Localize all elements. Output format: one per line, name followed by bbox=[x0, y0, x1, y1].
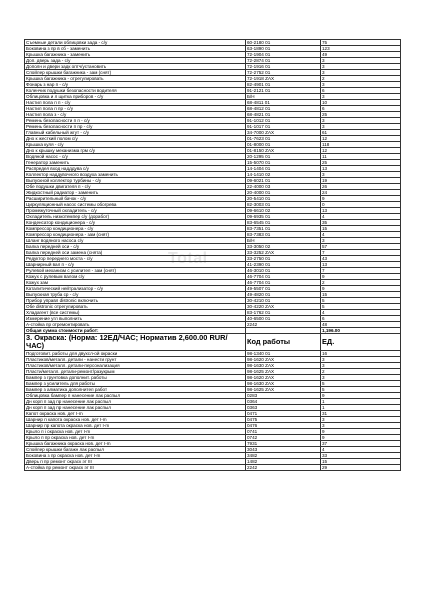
row-description: Обе distronic отрегулировать bbox=[25, 304, 246, 310]
row-description: Ремень безопасности п пр - с/у bbox=[25, 124, 246, 130]
row-code: 82-3003 01 bbox=[246, 202, 321, 208]
section-title: 3. Окраска: (Норма: 12ЕД/ЧАС; Норматив 2,600.00 RUR/ЧАС) bbox=[25, 334, 246, 351]
row-description: Спойлер крышки багажн лак распыл bbox=[25, 447, 246, 453]
row-code: 46-3010 01 bbox=[246, 268, 321, 274]
row-code: 30-4220 ZAX bbox=[246, 304, 321, 310]
row-value: 26 bbox=[321, 184, 401, 190]
document-sheet bbox=[24, 39, 400, 471]
row-description: Крышка багажника - отрегулировать bbox=[25, 76, 246, 82]
row-description: Крышка куля - с/у bbox=[25, 142, 246, 148]
row-value: 3 bbox=[321, 363, 401, 369]
row-description: Капот окраска нов. дет I-m bbox=[25, 411, 246, 417]
row-code: 2242 bbox=[246, 322, 321, 328]
row-code: 3043 bbox=[246, 447, 321, 453]
row-value: 19 bbox=[321, 178, 401, 184]
row-description: Боковина з пр в сб - заменить bbox=[25, 46, 246, 52]
row-code: 34-7000 ZAX bbox=[246, 130, 321, 136]
row-description: Балка передней оси - с/у bbox=[25, 244, 246, 250]
row-description: Выпускной коллектор турбины - с/у bbox=[25, 178, 246, 184]
section-units-header: ЕД. bbox=[321, 334, 401, 351]
row-code: 0741 bbox=[246, 429, 321, 435]
row-description: Бампер з усилитель для работы bbox=[25, 381, 246, 387]
row-description: Шарнир п капота окраска нов. дет I-m bbox=[25, 417, 246, 423]
row-code: 09-6021 01 bbox=[246, 178, 321, 184]
row-code: 3482 bbox=[246, 453, 321, 459]
row-code: 0471 bbox=[246, 411, 321, 417]
row-code: 0364 bbox=[246, 399, 321, 405]
row-value: 9 bbox=[321, 196, 401, 202]
row-code: 83-7351 01 bbox=[246, 226, 321, 232]
row-value: 61 bbox=[321, 130, 401, 136]
row-code: 14-1410 02 bbox=[246, 172, 321, 178]
row-value: 37 bbox=[321, 441, 401, 447]
total-value: 1,196.00 bbox=[321, 328, 401, 334]
row-code: 98-1620 ZAX bbox=[246, 357, 321, 363]
row-value: 6 bbox=[321, 316, 401, 322]
row-value: 24 bbox=[321, 190, 401, 196]
row-value: 118 bbox=[321, 142, 401, 148]
row-value: 33 bbox=[321, 453, 401, 459]
section-header-row bbox=[25, 334, 401, 351]
row-description: Хладагент (все системы) bbox=[25, 310, 246, 316]
row-code: 33-2750 01 bbox=[246, 256, 321, 262]
row-description: Крыло п пр окраска нов. дет I-m bbox=[25, 435, 246, 441]
row-value: 2 bbox=[321, 369, 401, 375]
table-row bbox=[25, 465, 401, 471]
row-description: Конденсатор кондиционера - с/у bbox=[25, 220, 246, 226]
row-description: Шарнирный вал п - с/у bbox=[25, 262, 246, 268]
row-value: 2 bbox=[321, 280, 401, 286]
row-code: 0742 bbox=[246, 435, 321, 441]
row-code: 49-4820 01 bbox=[246, 292, 321, 298]
row-code: 01-8000 01 bbox=[246, 142, 321, 148]
row-code: 91-2121 01 bbox=[246, 88, 321, 94]
row-value: 43 bbox=[321, 256, 401, 262]
row-value: 1 bbox=[321, 399, 401, 405]
row-value: 3 bbox=[321, 118, 401, 124]
row-value: 5 bbox=[321, 387, 401, 393]
row-code: 49-5507 01 bbox=[246, 286, 321, 292]
row-code: 98-1340 01 bbox=[246, 351, 321, 357]
row-description: Кожух зам bbox=[25, 280, 246, 286]
row-code: 98-1625 ZAX bbox=[246, 369, 321, 375]
row-code: 20-4000 01 bbox=[246, 190, 321, 196]
row-code: 98-1625 ZAX bbox=[246, 387, 321, 393]
row-value: 3 bbox=[321, 94, 401, 100]
row-code: Б/Н bbox=[246, 94, 321, 100]
row-description: Дн корп п зад пр нанесение лак распыл bbox=[25, 399, 246, 405]
rows-group-a bbox=[25, 40, 401, 154]
work-items-table bbox=[24, 39, 401, 471]
row-code: 72-1918 ZAX bbox=[246, 76, 321, 82]
row-code: 83-6545 01 bbox=[246, 220, 321, 226]
row-value: 0 bbox=[321, 202, 401, 208]
row-description: Дн корп п зад пр нанесение лак распыл bbox=[25, 405, 246, 411]
row-description: Пластиков/металл. детали-персонализация bbox=[25, 363, 246, 369]
row-code: 33-3050 02 bbox=[246, 244, 321, 250]
row-code: 14-1404 01 bbox=[246, 166, 321, 172]
row-description: Каталитический нейтрализатор - с/у bbox=[25, 286, 246, 292]
row-value: 15 bbox=[321, 459, 401, 465]
row-value: 3 bbox=[321, 238, 401, 244]
row-value: 4 bbox=[321, 310, 401, 316]
row-description: Облицовка бампер п нанесение лак распыл bbox=[25, 393, 246, 399]
row-value: 7 bbox=[321, 268, 401, 274]
row-description: Крышка багажника - заменить bbox=[25, 52, 246, 58]
row-value: 5 bbox=[321, 381, 401, 387]
row-value: 49 bbox=[321, 52, 401, 58]
row-value: 12 bbox=[321, 136, 401, 142]
row-code: 46-7704 01 bbox=[246, 274, 321, 280]
row-value: 25 bbox=[321, 160, 401, 166]
row-code: 60-2180 01 bbox=[246, 40, 321, 46]
row-code: 40-6500 01 bbox=[246, 316, 321, 322]
row-code: 98-1620 ZAX bbox=[246, 375, 321, 381]
row-code: 72-2752 01 bbox=[246, 70, 321, 76]
row-code: 83-1762 01 bbox=[246, 310, 321, 316]
row-description: Настил пола п п - с/у bbox=[25, 100, 246, 106]
row-value: 4 bbox=[321, 447, 401, 453]
row-description: Крышка багажника окраска нов. дет I-m bbox=[25, 441, 246, 447]
row-code: 20-1295 01 bbox=[246, 154, 321, 160]
row-value: 5 bbox=[321, 298, 401, 304]
row-value: 3 bbox=[321, 70, 401, 76]
row-code: 30-4210 01 bbox=[246, 298, 321, 304]
row-code: 72-1916 01 bbox=[246, 64, 321, 70]
row-code: 09-6935 01 bbox=[246, 214, 321, 220]
row-description: Доп. дверь зада - с/у bbox=[25, 58, 246, 64]
row-value: 3 bbox=[321, 64, 401, 70]
row-code: 91-1012 01 bbox=[246, 118, 321, 124]
row-value: 13 bbox=[321, 166, 401, 172]
row-code: 0475 bbox=[246, 417, 321, 423]
row-code: 0476 bbox=[246, 423, 321, 429]
row-description: Спойлер крышки багажника - зам (снят) bbox=[25, 70, 246, 76]
row-value: 5 bbox=[321, 304, 401, 310]
row-code: 15-5070 01 bbox=[246, 160, 321, 166]
row-code: 22-4000 03 bbox=[246, 184, 321, 190]
row-value: 4 bbox=[321, 214, 401, 220]
row-code: 01-8150 ZAX bbox=[246, 148, 321, 154]
section-code-header: Код работы bbox=[246, 334, 321, 351]
row-value: 3 bbox=[321, 357, 401, 363]
row-description: Шланг водяного насоса с/у bbox=[25, 238, 246, 244]
row-code: 7931 bbox=[246, 441, 321, 447]
row-description: Бампер з алматика дополнител работ bbox=[25, 387, 246, 393]
row-description: Пластиков/металл. детали - нанести грунт bbox=[25, 357, 246, 363]
row-value: 3 bbox=[321, 58, 401, 64]
row-code: 41-2390 01 bbox=[246, 262, 321, 268]
row-value: 3 bbox=[321, 423, 401, 429]
row-value: 9 bbox=[321, 393, 401, 399]
row-code: 01-7623 01 bbox=[246, 136, 321, 142]
row-value: 7 bbox=[321, 250, 401, 256]
total-label: Общая сумма стоимости работ: bbox=[25, 328, 246, 334]
row-description: Кожух с рулевым валом с/у bbox=[25, 274, 246, 280]
row-description: Балка передней оси замена (снята) bbox=[25, 250, 246, 256]
row-description: Прибор управл distronic включить bbox=[25, 298, 246, 304]
row-code: 83-7383 01 bbox=[246, 232, 321, 238]
rows-group-b bbox=[25, 154, 401, 328]
row-description: Настил пола п пр - с/у bbox=[25, 106, 246, 112]
row-description: Дно к жесткий полом с/у bbox=[25, 136, 246, 142]
row-value: 12 bbox=[321, 148, 401, 154]
row-value: 3 bbox=[321, 375, 401, 381]
row-description: Рулевой механизм с усилител - зам (снят) bbox=[25, 268, 246, 274]
row-value: 13 bbox=[321, 262, 401, 268]
row-value: 9 bbox=[321, 286, 401, 292]
row-description: Подготовит. работы для двухсл-ой окраски bbox=[25, 351, 246, 357]
row-code: 82-4901 01 bbox=[246, 82, 321, 88]
row-code: 98-1630 ZAX bbox=[246, 381, 321, 387]
row-value: 16 bbox=[321, 351, 401, 357]
row-value: 29 bbox=[321, 465, 401, 471]
row-code: Б/Н bbox=[246, 238, 321, 244]
row-description: Дополн и двери задк оптч/установить bbox=[25, 64, 246, 70]
row-value: 11 bbox=[321, 154, 401, 160]
row-description: Облицовка и л щитка приборов - с/у bbox=[25, 94, 246, 100]
row-description: Фонарь з нар п - с/у bbox=[25, 82, 246, 88]
row-description: А-стойка пр отремонтировать bbox=[25, 322, 246, 328]
row-description: Съемные детали облицовки зада - с/у bbox=[25, 40, 246, 46]
row-description: Измерение угл выполнить bbox=[25, 316, 246, 322]
row-description: Жидкостный радиатор - заменить bbox=[25, 190, 246, 196]
row-description: А-стойка пр ремонт окраск эт III bbox=[25, 465, 246, 471]
row-code: 72-2874 01 bbox=[246, 58, 321, 64]
row-code: 63-1890 01 bbox=[246, 46, 321, 52]
row-code: 0363 bbox=[246, 405, 321, 411]
row-value: 6 bbox=[321, 106, 401, 112]
row-description: Обе подушки двигателя п - с/у bbox=[25, 184, 246, 190]
row-value: 75 bbox=[321, 40, 401, 46]
row-code: 98-1630 ZAX bbox=[246, 363, 321, 369]
row-description: Компрессор кондиционера - с/у bbox=[25, 226, 246, 232]
row-value: 3 bbox=[321, 82, 401, 88]
row-value: 13 bbox=[321, 208, 401, 214]
row-value: 6 bbox=[321, 88, 401, 94]
row-description: Промежуточный охладитель - с/у bbox=[25, 208, 246, 214]
row-description: Ремень безопасности п п - с/у bbox=[25, 118, 246, 124]
row-description: Генератор заменить bbox=[25, 160, 246, 166]
row-description: Главный кабельный жгут - с/у bbox=[25, 130, 246, 136]
row-description: Выпускная труба ср - с/у bbox=[25, 292, 246, 298]
row-code: 20-5410 01 bbox=[246, 196, 321, 202]
row-value: 3 bbox=[321, 417, 401, 423]
row-code: 68-4821 01 bbox=[246, 112, 321, 118]
row-value: 9 bbox=[321, 435, 401, 441]
row-code: 72-1904 01 bbox=[246, 52, 321, 58]
row-description: Распредел вход надддува с/у bbox=[25, 166, 246, 172]
row-code: 68-4811 01 bbox=[246, 100, 321, 106]
row-value: 48 bbox=[321, 322, 401, 328]
row-code: 91-1017 01 bbox=[246, 124, 321, 130]
row-value: 57 bbox=[321, 244, 401, 250]
row-description: Коленчик подушки безопасности водителя bbox=[25, 88, 246, 94]
rows-group-c bbox=[25, 351, 401, 471]
row-code: 0283 bbox=[246, 393, 321, 399]
row-description: Коллектор наддувочного воздуха заменить bbox=[25, 172, 246, 178]
row-value: 31 bbox=[321, 411, 401, 417]
row-description: Циркуляционный насос системы обогрева bbox=[25, 202, 246, 208]
row-code: 68-4812 01 bbox=[246, 106, 321, 112]
row-description: Компрессор кондиционера - зам (снят) bbox=[25, 232, 246, 238]
row-description: Расширительный бачок - с/у bbox=[25, 196, 246, 202]
row-value: 9 bbox=[321, 429, 401, 435]
row-description: Настил пола з - с/у bbox=[25, 112, 246, 118]
row-code: 09-6610 02 bbox=[246, 208, 321, 214]
row-value: 3 bbox=[321, 172, 401, 178]
row-code: 46-7704 01 bbox=[246, 280, 321, 286]
row-value: 4 bbox=[321, 232, 401, 238]
row-code: 1482 bbox=[246, 459, 321, 465]
row-description: Редуктор переднего моста - с/у bbox=[25, 256, 246, 262]
total-group bbox=[25, 328, 401, 351]
row-value: 25 bbox=[321, 112, 401, 118]
row-description: Дверь п пр ремонт окраск эт III bbox=[25, 459, 246, 465]
row-code: 33-3252 ZAX bbox=[246, 250, 321, 256]
row-value: 35 bbox=[321, 220, 401, 226]
row-code: 2242 bbox=[246, 465, 321, 471]
row-description: Шарнир пр капота окраска нов. дет I-m bbox=[25, 423, 246, 429]
row-description: Пласти/металл. детали-ремонт/разукрым bbox=[25, 369, 246, 375]
row-description: Водяной насос - с/у bbox=[25, 154, 246, 160]
row-value: 15 bbox=[321, 226, 401, 232]
row-value: 2 bbox=[321, 76, 401, 82]
row-description: Крыло п i окраска нов. дет I-m bbox=[25, 429, 246, 435]
row-value: 123 bbox=[321, 46, 401, 52]
row-description: Боковина з пр окраска нов. дет I-m bbox=[25, 453, 246, 459]
row-value: 1 bbox=[321, 405, 401, 411]
row-description: Охладитель низкотемпер с/у (доработ) bbox=[25, 214, 246, 220]
row-value: 3 bbox=[321, 124, 401, 130]
row-value: 9 bbox=[321, 274, 401, 280]
row-description: Дно к крышку механизма грм с/у bbox=[25, 148, 246, 154]
row-description: Бампер з грунтовка дополнит. работы bbox=[25, 375, 246, 381]
row-value: 10 bbox=[321, 100, 401, 106]
watermark-text: Total bbox=[168, 250, 208, 267]
row-value: 15 bbox=[321, 292, 401, 298]
